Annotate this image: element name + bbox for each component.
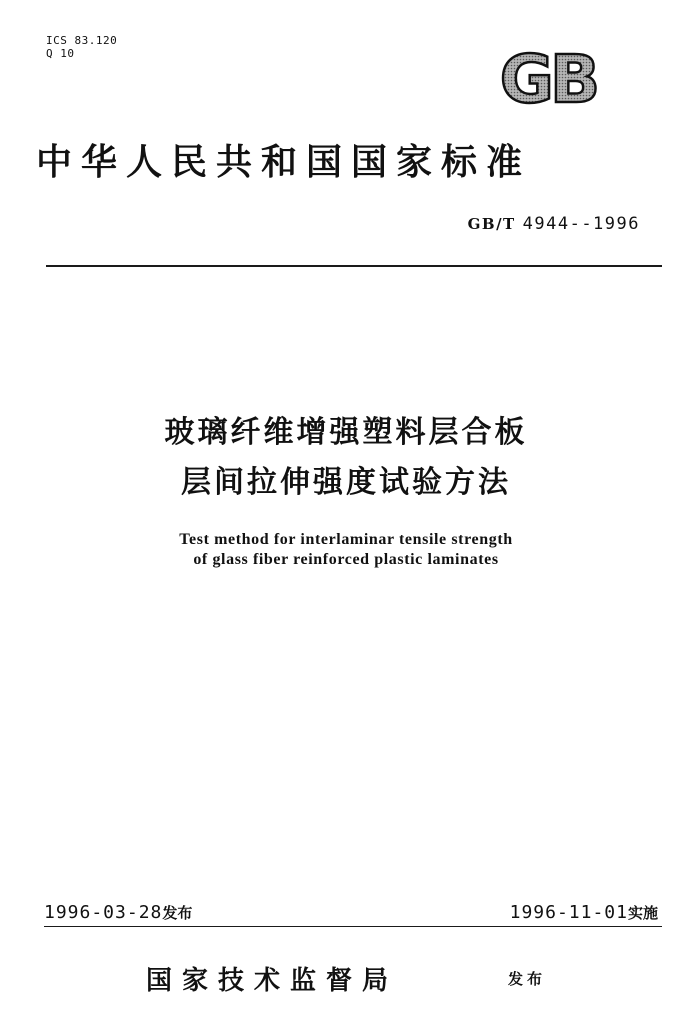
issue-date-suffix: 发布 [162, 904, 193, 922]
standard-number [468, 214, 640, 234]
issuing-authority: 国家技术监督局 [146, 966, 399, 996]
chinese-title-line-1: 玻璃纤维增强塑料层合板 [164, 415, 528, 450]
gb-logo [480, 46, 616, 108]
english-title-line-2: of glass fiber reinforced plastic laminates [193, 551, 499, 568]
footer-divider [44, 926, 662, 927]
ccs-code: Q 10 [46, 47, 75, 60]
chinese-title-line-2: 层间拉伸强度试验方法 [181, 465, 511, 500]
classification-codes [46, 34, 117, 60]
issuing-authority-suffix: 发布 [508, 970, 547, 988]
chinese-title [0, 408, 692, 508]
implementation-date-suffix: 实施 [627, 904, 658, 922]
implementation-date-value: 1996-11-01 [509, 902, 628, 923]
english-title [0, 530, 692, 570]
gb-logo-text: GB [499, 46, 597, 108]
issue-date [44, 902, 192, 923]
standard-prefix: GB/T [467, 215, 516, 233]
english-title-line-1: Test method for interlaminar tensile strength [179, 531, 513, 548]
issue-date-value: 1996-03-28 [44, 902, 163, 923]
ics-code: ICS 83.120 [46, 34, 118, 47]
header-divider [46, 265, 662, 267]
standard-code: 4944--1996 [522, 214, 640, 234]
implementation-date [510, 902, 658, 923]
national-standard-title: 中华人民共和国国家标准 [36, 141, 532, 183]
